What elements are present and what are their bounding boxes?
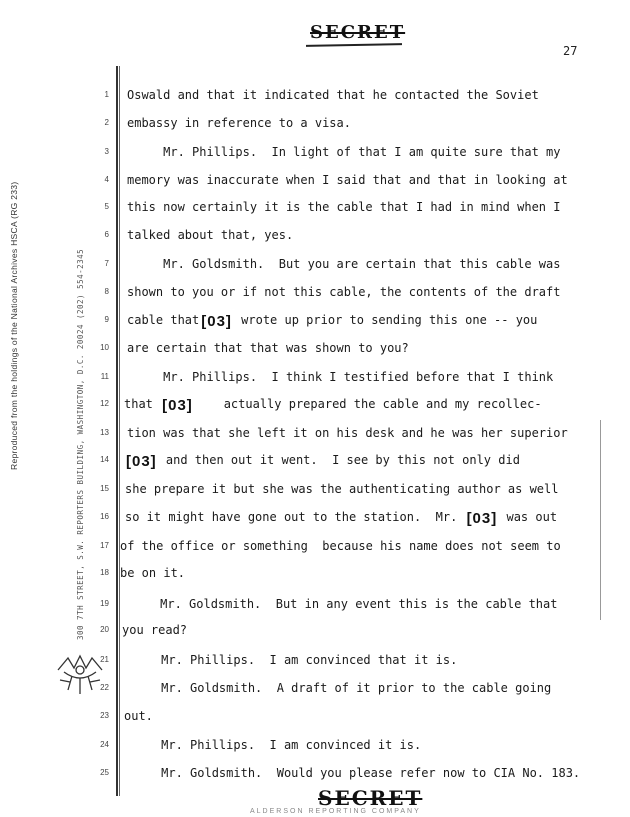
classification-stamp-top: SECRET (310, 22, 406, 43)
line-number: 21 (100, 655, 109, 664)
line-number: 12 (100, 399, 109, 408)
transcript-text: embassy in reference to a visa. (127, 116, 351, 130)
line-number: 3 (104, 147, 109, 156)
line-number: 18 (100, 568, 109, 577)
transcript-line (127, 341, 409, 355)
right-margin-mark (600, 420, 601, 620)
transcript-line (127, 88, 539, 102)
transcript-line (124, 397, 542, 413)
transcript-line (125, 681, 551, 695)
line-number: 22 (100, 683, 109, 692)
transcript-text: Mr. Goldsmith. Would you please refer now to CIA No. 183. (125, 766, 581, 780)
transcript-line (127, 370, 553, 384)
transcript-line (125, 766, 580, 780)
redaction-mark: [03] (201, 313, 232, 330)
transcript-line (120, 539, 561, 553)
line-number: 19 (100, 599, 109, 608)
transcript-line (127, 313, 537, 329)
classification-stamp-bottom: SECRET (318, 786, 423, 810)
transcript-text: Mr. Goldsmith. But you are certain that this cable was (127, 257, 561, 271)
line-number: 7 (104, 259, 109, 268)
line-number: 2 (104, 118, 109, 127)
transcript-line (127, 145, 560, 159)
line-number: 5 (104, 202, 109, 211)
line-number: 20 (100, 625, 109, 634)
transcript-line (127, 257, 560, 271)
line-number: 25 (100, 768, 109, 777)
transcript-text: so it might have gone out to the station. Mr. (125, 510, 465, 524)
redaction-mark: [03] (162, 397, 193, 414)
transcript-text: Mr. Phillips. I think I testified before that I think (127, 370, 554, 384)
transcript-text: Mr. Phillips. In light of that I am quite sure that my (127, 145, 561, 159)
line-number: 13 (100, 428, 109, 437)
transcript-line (127, 426, 568, 440)
reporter-address-note: 300 7TH STREET, S.W. REPORTERS BUILDING, WASHINGTON, D.C. 20024 (202) 554-2345 (76, 248, 85, 640)
line-number: 11 (100, 372, 109, 381)
line-number: 6 (104, 230, 109, 239)
eagle-seal-icon (54, 650, 106, 696)
transcript-text: Mr. Goldsmith. A draft of it prior to the cable going (125, 681, 552, 695)
transcript-line (127, 116, 351, 130)
margin-rule-inner (119, 66, 120, 796)
transcript-line (127, 173, 568, 187)
line-number: 14 (100, 455, 109, 464)
transcript-text: this now certainly it is the cable that I had in mind when I (127, 200, 561, 214)
transcript-text: was out (499, 510, 558, 524)
transcript-text: cable that (127, 313, 200, 327)
transcript-line (124, 709, 153, 723)
line-number: 24 (100, 740, 109, 749)
transcript-text: memory was inaccurate when I said that and that in looking at (127, 173, 568, 187)
redaction-mark: [03] (126, 453, 157, 470)
transcript-text: actually prepared the cable and my recollec- (194, 397, 542, 411)
transcript-line (127, 228, 293, 242)
transcript-text: tion was that she left it on his desk and he was her superior (127, 426, 568, 440)
transcript-line (125, 653, 457, 667)
transcript-text: of the office or something because his name does not seem to (120, 539, 561, 553)
transcript-text: out. (124, 709, 153, 723)
line-number: 9 (104, 315, 109, 324)
line-number: 16 (100, 512, 109, 521)
transcript-line (127, 285, 560, 299)
transcript-text: wrote up prior to sending this one -- you (233, 313, 538, 327)
line-number: 8 (104, 287, 109, 296)
line-number: 17 (100, 541, 109, 550)
transcript-line (125, 510, 557, 526)
line-number: 4 (104, 175, 109, 184)
transcript-line (120, 566, 185, 580)
margin-rule (116, 66, 118, 796)
transcript-line (122, 623, 187, 637)
redaction-mark: [03] (466, 510, 498, 527)
transcript-line (125, 738, 421, 752)
line-number: 1 (104, 90, 109, 99)
stamp-underline (306, 43, 402, 47)
transcript-text: and then out it went. I see by this not only did (158, 453, 520, 467)
line-number: 23 (100, 711, 109, 720)
transcript-line (127, 200, 560, 214)
archive-margin-note: Reproduced from the holdings of the National Archives HSCA (RG 233) (9, 181, 19, 470)
line-number: 10 (100, 343, 109, 352)
page-number: 27 (563, 44, 578, 58)
transcript-line (125, 482, 558, 496)
transcript-text: talked about that, yes. (127, 228, 294, 242)
transcript-text: shown to you or if not this cable, the contents of the draft (127, 285, 561, 299)
transcript-text: are certain that that was shown to you? (127, 341, 409, 355)
transcript-text: that (124, 397, 161, 411)
transcript-text: Mr. Phillips. I am convinced that it is. (125, 653, 458, 667)
transcript-line (124, 453, 520, 469)
transcript-text: you read? (122, 623, 188, 637)
transcript-text: Mr. Goldsmith. But in any event this is the cable that (124, 597, 558, 611)
line-number: 15 (100, 484, 109, 493)
transcript-line (124, 597, 557, 611)
reporting-company-name: ALDERSON REPORTING COMPANY (250, 808, 421, 815)
transcript-text: Mr. Phillips. I am convinced it is. (125, 738, 422, 752)
transcript-text: Oswald and that it indicated that he contacted the Soviet (127, 88, 539, 102)
transcript-text: be on it. (120, 566, 186, 580)
transcript-text: she prepare it but she was the authenticating author as well (125, 482, 559, 496)
